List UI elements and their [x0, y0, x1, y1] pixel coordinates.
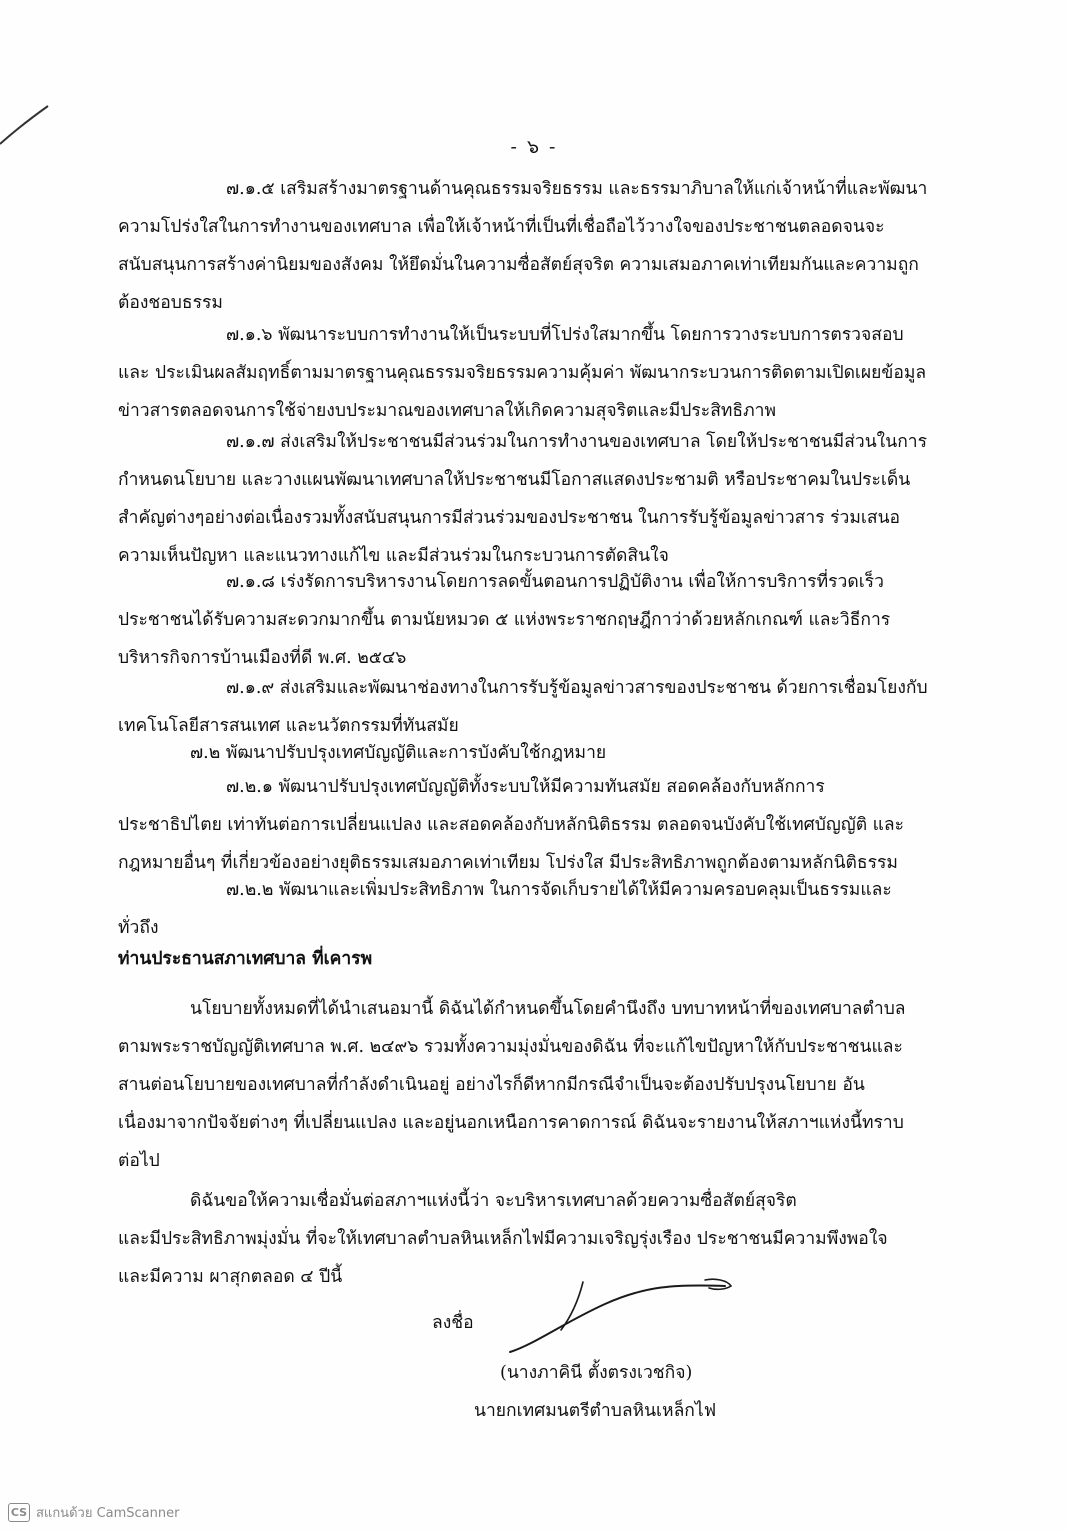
paragraph-line: ต้องชอบธรรม — [118, 293, 223, 313]
paragraph-line: และมีความ ผาสุกตลอด ๔ ปีนี้ — [118, 1267, 343, 1287]
paragraph-line: นโยบายทั้งหมดที่ได้นำเสนอมานี้ ดิฉันได้กำหนดขึ้นโดยคำนึงถึง บทบาทหน้าที่ของเทศบาลตำบล — [190, 999, 906, 1019]
paragraph-line: ๗.๒.๑ พัฒนาปรับปรุงเทศบัญญัติทั้งระบบให้มีความทันสมัย สอดคล้องกับหลักการ — [226, 777, 825, 797]
paragraph-7-1-5 — [118, 170, 948, 322]
paragraph-line: เนื่องมาจากปัจจัยต่างๆ ที่เปลี่ยนแปลง และอยู่นอกเหนือการคาดการณ์ ดิฉันจะรายงานให้สภาฯแห่งนี้ทราบ — [118, 1113, 904, 1133]
paragraph-line: และมีประสิทธิภาพมุ่งมั่น ที่จะให้เทศบาลตำบลหินเหล็กไฟมีความเจริญรุ่งเรือง ประชาชนมีความพึงพอใจ — [118, 1229, 888, 1249]
paragraph-line: และ ประเมินผลสัมฤทธิ์ตามมาตรฐานคุณธรรมจริยธรรมความคุ้มค่า พัฒนากระบวนการติดตามเปิดเผยข้อมูล — [118, 363, 927, 383]
signature-label: ลงชื่อ — [432, 1313, 474, 1333]
paragraph-7-1-8 — [118, 563, 948, 677]
section-title: ๗.๒ พัฒนาปรับปรุงเทศบัญญัติและการบังคับใช้กฎหมาย — [190, 743, 607, 763]
paragraph-7-2-2 — [118, 871, 948, 947]
paragraph-line: กำหนดนโยบาย และวางแผนพัฒนาเทศบาลให้ประชาชนมีโอกาสแสดงประชามติ หรือประชาคมในประเด็น — [118, 470, 911, 490]
address-heading: ท่านประธานสภาเทศบาล ที่เคารพ — [118, 949, 373, 969]
paragraph-line: ตามพระราชบัญญัติเทศบาล พ.ศ. ๒๔๙๖ รวมทั้งความมุ่งมั่นของดิฉัน ที่จะแก้ไขปัญหาให้กับประชาชนและ — [118, 1037, 903, 1057]
paragraph-line: บริหารกิจการบ้านเมืองที่ดี พ.ศ. ๒๕๔๖ — [118, 648, 407, 668]
paragraph-line: ความโปร่งใสในการทำงานของเทศบาล เพื่อให้เจ้าหน้าที่เป็นที่เชื่อถือไว้วางใจของประชาชนตลอดจนจะ — [118, 217, 885, 237]
paragraph-line: สนับสนุนการสร้างค่านิยมของสังคม ให้ยึดมั่นในความซื่อสัตย์สุจริต ความเสมอภาคเท่าเทียมกันและความถูก — [118, 255, 919, 275]
section-7-2 — [118, 734, 948, 772]
paragraph-line: ประชาธิปไตย เท่าทันต่อการเปลี่ยนแปลง และสอดคล้องกับหลักนิติธรรม ตลอดจนบังคับใช้เทศบัญญัติ และ — [118, 815, 905, 835]
closing-paragraph-1 — [118, 990, 948, 1180]
paragraph-line: ๗.๑.๕ เสริมสร้างมาตรฐานด้านคุณธรรมจริยธรรม และธรรมาภิบาลให้แก่เจ้าหน้าที่และพัฒนา — [226, 179, 928, 199]
signer-name: (นางภาคินี ตั้งตรงเวชกิจ) — [500, 1363, 693, 1383]
watermark-text: สแกนด้วย CamScanner — [36, 1506, 180, 1521]
paragraph-line: สำคัญต่างๆอย่างต่อเนื่องรวมทั้งสนับสนุนการมีส่วนร่วมของประชาชน ในการรับรู้ข้อมูลข่าวสาร ร่วมเสนอ — [118, 508, 901, 528]
paragraph-7-2-1 — [118, 768, 948, 882]
camscanner-logo-icon: CS — [8, 1503, 30, 1522]
page-number: - ๖ - — [510, 136, 558, 158]
paragraph-line: ๗.๑.๗ ส่งเสริมให้ประชาชนมีส่วนร่วมในการทำงานของเทศบาล โดยให้ประชาชนมีส่วนในการ — [226, 432, 928, 452]
handwritten-signature — [495, 1272, 745, 1362]
scanner-watermark — [8, 1502, 179, 1523]
paragraph-line: ทั่วถึง — [118, 918, 159, 938]
paragraph-line: ความเห็นปัญหา และแนวทางแก้ไข และมีส่วนร่วมในกระบวนการตัดสินใจ — [118, 546, 669, 566]
paragraph-7-1-6 — [118, 316, 948, 430]
paragraph-line: ประชาชนได้รับความสะดวกมากขึ้น ตามนัยหมวด ๕ แห่งพระราชกฤษฎีกาว่าด้วยหลักเกณฑ์ และวิธีการ — [118, 610, 891, 630]
paragraph-line: สานต่อนโยบายของเทศบาลที่กำลังดำเนินอยู่ อย่างไรก็ดีหากมีกรณีจำเป็นจะต้องปรับปรุงนโยบาย อัน — [118, 1075, 865, 1095]
paragraph-line: ๗.๑.๘ เร่งรัดการบริหารงานโดยการลดขั้นตอนการปฏิบัติงาน เพื่อให้การบริการที่รวดเร็ว — [226, 572, 884, 592]
paragraph-line: กฎหมายอื่นๆ ที่เกี่ยวข้องอย่างยุติธรรมเสมอภาคเท่าเทียม โปร่งใส มีประสิทธิภาพถูกต้องตามหลักนิติธรรม — [118, 853, 898, 873]
paragraph-line: เทคโนโลยีสารสนเทศ และนวัตกรรมที่ทันสมัย — [118, 716, 459, 736]
paragraph-line: ต่อไป — [118, 1151, 160, 1171]
paragraph-line: ๗.๑.๙ ส่งเสริมและพัฒนาช่องทางในการรับรู้ข้อมูลข่าวสารของประชาชน ด้วยการเชื่อมโยงกับ — [226, 678, 928, 698]
paragraph-line: ข่าวสารตลอดจนการใช้จ่ายงบประมาณของเทศบาลให้เกิดความสุจริตและมีประสิทธิภาพ — [118, 401, 777, 421]
paragraph-line: ๗.๑.๖ พัฒนาระบบการทำงานให้เป็นระบบที่โปร่งใสมากขึ้น โดยการวางระบบการตรวจสอบ — [226, 325, 904, 345]
signer-title: นายกเทศมนตรีตำบลหินเหล็กไฟ — [474, 1401, 717, 1421]
paragraph-line: ดิฉันขอให้ความเชื่อมั่นต่อสภาฯแห่งนี้ว่า จะบริหารเทศบาลด้วยความซื่อสัตย์สุจริต — [190, 1191, 797, 1211]
paragraph-line: ๗.๒.๒ พัฒนาและเพิ่มประสิทธิภาพ ในการจัดเก็บรายได้ให้มีความครอบคลุมเป็นธรรมและ — [226, 880, 892, 900]
paragraph-7-1-7 — [118, 423, 948, 575]
